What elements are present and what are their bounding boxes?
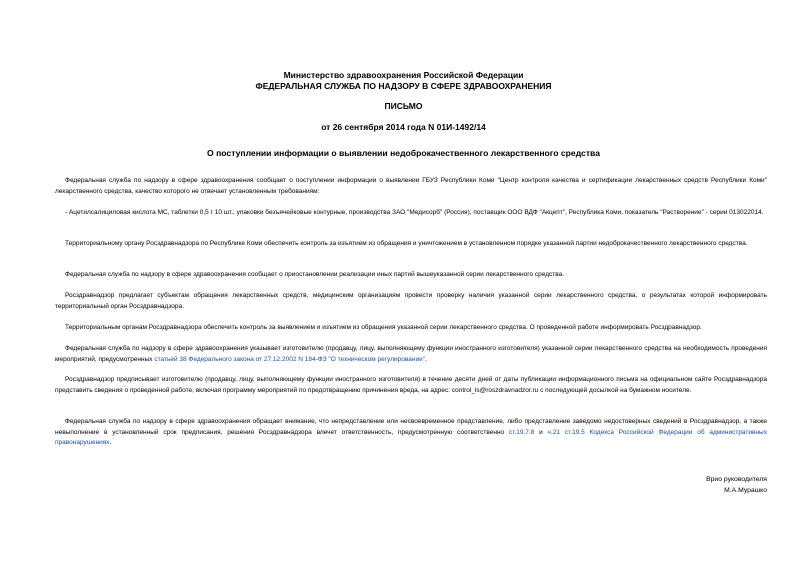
paragraph-7-text: Федеральная служба по надзору в сфере здравоохранения указывает изготовителю (продавцу, лицу, выполняющему функции иностранного изготовителя) указанной серии лекарственного средства на необходимость проведения мероприятий, предусмотренных bbox=[55, 345, 767, 363]
paragraph-9-text: Федеральная служба по надзору в сфере здравоохранения обращает внимание, что непредставление или несвоевременное представление, либо представление заведомо недостоверных сведений в Росздравнадзор, а также невыполнение в установленный срок предписания, решения Росздравнадзора влечет ответственность, предусмотренную соответственно bbox=[55, 418, 767, 436]
article-link-19-7-8[interactable]: ст.19.7.8 bbox=[508, 428, 535, 436]
paragraph-text: Росздравнадзор предлагает субъектам обращения лекарственных средств, медицинским организациям провести проверку наличия указанной серии лекарственного средства, о результатах которой информировать территориальный орган Росздравнадзора. bbox=[55, 292, 767, 310]
paragraph-text: Федеральная служба по надзору в сфере здравоохранения сообщает о поступлении информации о выявлении ГБУЗ Республики Коми "Центр контроля качества и сертификации лекарственных средств Республики Коми" лекарственного средства, качество которого не отвечает установленным требованиям: bbox=[55, 177, 767, 195]
paragraph-9 bbox=[55, 417, 767, 449]
paragraph-text: - Ацетилсалициловая кислота МС, таблетки 0,5 г 10 шт., упаковки безъячейковые контурные, производства ЗАО "Медисорб" (Россия), поставщик ООО ВДФ "Акцепт", Республика Коми, показатель "Растворение" - серии 013022014. bbox=[65, 209, 764, 216]
signature-name: М.А.Мурашко bbox=[724, 487, 767, 494]
paragraph-text bbox=[55, 344, 767, 365]
paragraph-text: Федеральная служба по надзору в сфере здравоохранения сообщает о приостановлении реализации иных партий вышеуказанной серии лекарственного средства. bbox=[65, 271, 565, 278]
ministry-name: Министерство здравоохранения Российской Федерации bbox=[283, 70, 524, 80]
paragraph-text: Росздравнадзор предписывает изготовителю (продавцу, лицу, выполняющему функции иностранного изготовителя) в течение десяти дней от даты публикации информационного письма на официальном сайте Росздравнадзора представить сведения о проведенной работе, включая программу мероприятий по предотвращению причинения вреда, на адрес: control_ls@roszdravnadzor.ru с последующей досылкой на бумажном носителе. bbox=[55, 376, 767, 394]
paragraph-9-end: . bbox=[109, 439, 112, 446]
paragraph-4 bbox=[55, 270, 767, 281]
paragraph-text bbox=[55, 417, 767, 449]
paragraph-text: Территориальным органам Росздравнадзора обеспечить контроль за выявлением и изъятием из обращения указанной серии лекарственного средства. О проведенной работе информировать Росздравнадзор. bbox=[65, 324, 702, 331]
paragraph-7 bbox=[55, 344, 767, 365]
paragraph-6 bbox=[55, 323, 767, 334]
document-date: от 26 сентября 2014 года N 01И-1492/14 bbox=[321, 122, 486, 132]
article-link-19-5[interactable]: ч.21 ст.19.5 bbox=[547, 428, 585, 436]
law-link[interactable]: статьей 38 Федерального закона от 27.12.2002 N 184-ФЗ "О техническом регулировании" bbox=[154, 355, 426, 363]
paragraph-1 bbox=[55, 176, 767, 197]
paragraph-2 bbox=[55, 208, 767, 219]
document-type: ПИСЬМО bbox=[384, 101, 423, 111]
document-subject: О поступлении информации о выявлении недоброкачественного лекарственного средства bbox=[207, 148, 600, 158]
paragraph-7-end: . bbox=[425, 355, 427, 363]
paragraph-8 bbox=[55, 375, 767, 396]
paragraph-9-mid: и bbox=[534, 428, 548, 436]
paragraph-text: Территориальному органу Росздравнадзора по Республике Коми обеспечить контроль за изъятием из обращения и уничтожением в установленном порядке указанной партии недоброкачественного лекарственного средства. bbox=[65, 240, 748, 247]
code-link[interactable]: Кодекса Российской Федерации об административных правонарушениях bbox=[55, 428, 767, 446]
service-name: ФЕДЕРАЛЬНАЯ СЛУЖБА ПО НАДЗОРУ В СФЕРЕ ЗДРАВООХРАНЕНИЯ bbox=[255, 81, 552, 91]
paragraph-3 bbox=[55, 239, 767, 250]
signature-position: Врио руководителя bbox=[706, 476, 767, 483]
paragraph-5 bbox=[55, 291, 767, 312]
